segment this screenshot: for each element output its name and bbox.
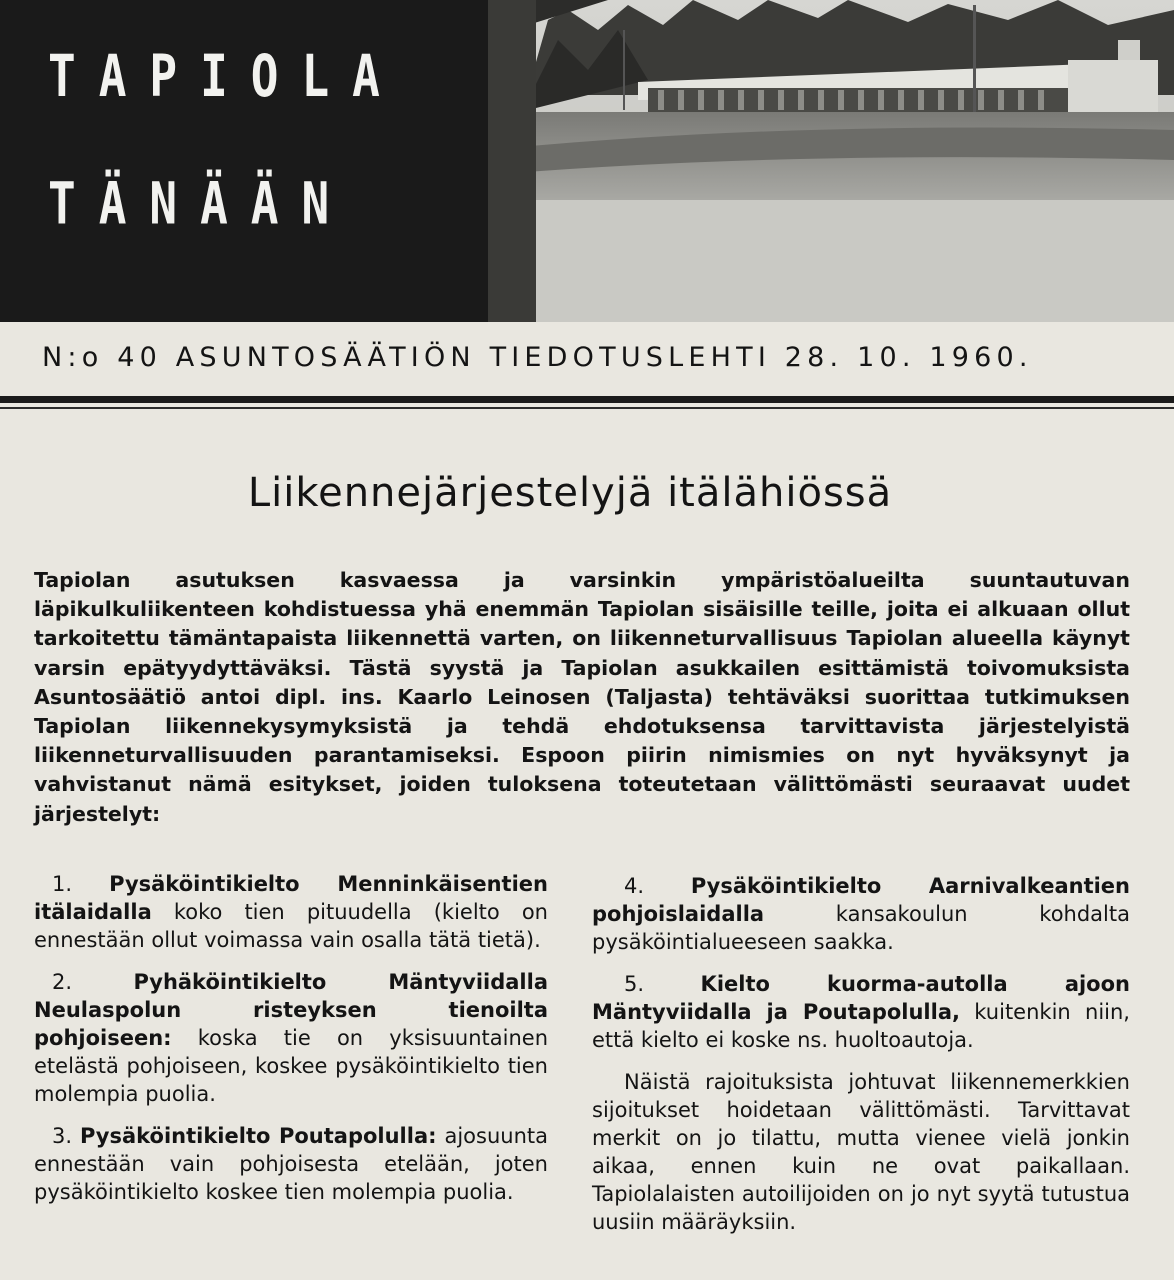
item-number: 5. [624,972,645,996]
article-column-right [592,872,1130,1236]
masthead-rule [0,396,1174,403]
item-number: 4. [624,874,645,898]
item-text: koska tie on yksisuuntainen etelästä pohjoiseen, koskee pysäköintikielto tien molempia puolia. [34,1026,548,1106]
item-text: kansakoulun kohdalta pysäköintialueeseen saakka. [592,902,1130,954]
issue-line: N:o 40 ASUNTOSÄÄTIÖN TIEDOTUSLEHTI 28. 10. 1960. [42,342,1033,373]
closing-paragraph: Näistä rajoituksista johtuvat liikennemerkkien sijoitukset hoidetaan välittömästi. Tarvittavat merkit on jo tilattu, mutta vienee vielä jonkin aikaa, ennen kuin ne ovat paikallaan. Tapiolalaisten autoilijoiden on jo nyt syytä tutustua uusiin määräyksiin. [592,1070,1130,1234]
masthead-line-1: TAPIOLA [48,42,403,110]
masthead-title [48,12,403,267]
item-text: koko tien pituudella (kielto on ennestään ollut voimassa vain osalla tätä tietä). [34,900,548,952]
item-text: ajosuunta ennestään vain pohjoisesta etelään, joten pysäköintikielto koskee tien molempia puolia. [34,1124,548,1204]
building-photo [488,0,1174,322]
masthead-line-2: TÄNÄÄN [48,169,353,237]
item-bold: Pysäköintikielto Menninkäisentien itälaidalla [34,872,548,924]
list-item [34,1122,548,1206]
article-headline: Liikennejärjestelyjä itälähiössä [247,470,893,516]
article-column-left [34,870,548,1220]
item-text: kuitenkin niin, että kielto ei koske ns. huoltoautoja. [592,1000,1130,1052]
masthead-banner [0,0,1174,322]
item-bold: Pysäköintikielto Poutapolulla: [79,1124,437,1148]
list-item [34,870,548,954]
list-item [592,970,1130,1054]
item-bold: Kielto kuorma-autolla ajoon Mäntyviidalla ja Poutapolulla, [592,972,1130,1024]
item-number: 1. [52,872,73,896]
article-lead: Tapiolan asutuksen kasvaessa ja varsinkin ympäristöalueilta suuntautuvan läpikulkuliikenteen kohdistuessa yhä enemmän Tapiolan sisäisille teille, joita ei alkuaan ollut tarkoitettu tämäntapaista liikennettä varten, on liikenneturvallisuus Tapiolan alueella käynyt varsin epätyydyttäväksi. Tästä syystä ja Tapiolan asukkailen esittämistä toivomuksista Asuntosäätiö antoi dipl. ins. Kaarlo Leinosen (Taljasta) tehtäväksi suorittaa tutkimuksen Tapiolan liikennekysymyksistä ja tehdä ehdotuksensa tarvittavista järjestelyistä liikenneturvallisuuden parantamiseksi. Espoon piirin nimismies on nyt hyväksynyt ja vahvistanut nämä esitykset, joiden tuloksena toteutetaan välittömästi seuraavat uudet järjestelyt: [34,568,1130,826]
building-photo-drawing [488,0,1174,322]
list-item [34,968,548,1108]
item-number: 2. [52,970,73,994]
item-bold: Pysäköintikielto Aarnivalkeantien pohjoislaidalla [592,874,1130,926]
item-number: 3. [52,1124,73,1148]
item-bold: Pyhäköintikielto Mäntyviidalla Neulaspolun risteyksen tienoilta pohjoiseen: [34,970,548,1050]
list-item [592,872,1130,956]
masthead-rule-thin [0,407,1174,409]
